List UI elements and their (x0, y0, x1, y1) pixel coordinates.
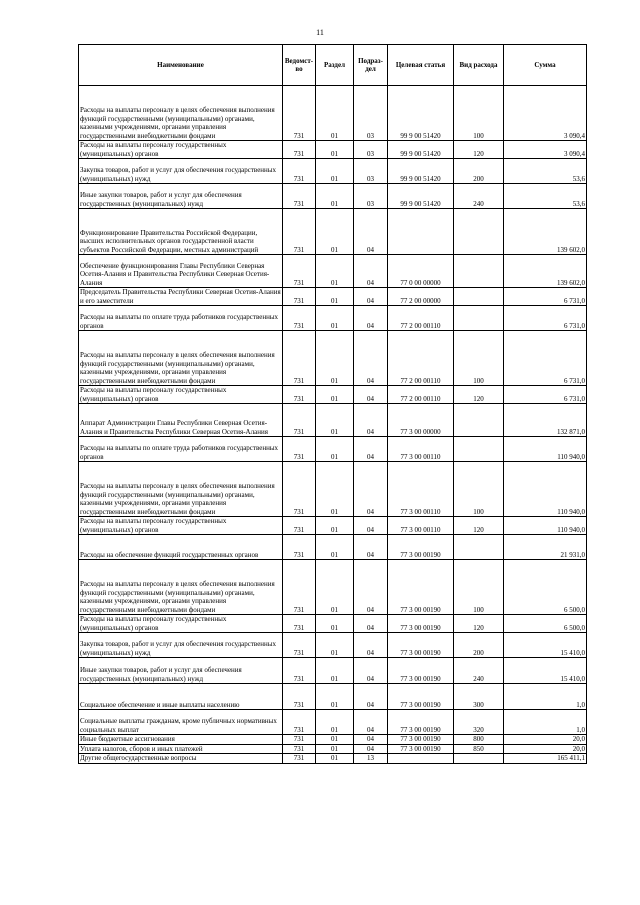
cell-prz: 03 (354, 184, 388, 209)
cell-ved: 731 (283, 184, 316, 209)
cell-rz: 01 (316, 437, 354, 462)
table-row (79, 735, 587, 745)
cell-name: Иные бюджетные ассигнования (79, 735, 283, 745)
cell-prz: 04 (354, 209, 388, 255)
cell-sum: 20,0 (504, 744, 587, 754)
table-row (79, 615, 587, 633)
cell-sum: 132 871,0 (504, 404, 587, 437)
cell-prz: 04 (354, 255, 388, 288)
cell-vr (454, 535, 504, 560)
table-row (79, 462, 587, 517)
cell-prz: 04 (354, 744, 388, 754)
cell-cst: 99 9 00 51420 (388, 159, 454, 184)
header-prz: Подраз-дел (354, 45, 388, 86)
cell-cst: 77 3 00 00110 (388, 462, 454, 517)
cell-sum: 139 602,0 (504, 255, 587, 288)
cell-name: Закупка товаров, работ и услуг для обеспечения государственных (муниципальных) нужд (79, 159, 283, 184)
cell-prz: 03 (354, 141, 388, 159)
cell-vr (454, 288, 504, 306)
cell-name: Расходы на выплаты по оплате труда работников государственных органов (79, 306, 283, 331)
cell-prz: 03 (354, 86, 388, 141)
cell-vr: 100 (454, 86, 504, 141)
header-ved: Ведомст-во (283, 45, 316, 86)
cell-vr: 120 (454, 517, 504, 535)
cell-ved: 731 (283, 159, 316, 184)
cell-sum: 1,0 (504, 710, 587, 735)
cell-vr: 300 (454, 684, 504, 710)
table-row (79, 209, 587, 255)
cell-vr (454, 437, 504, 462)
cell-vr (454, 306, 504, 331)
cell-vr (454, 209, 504, 255)
cell-name: Расходы на выплаты персоналу в целях обеспечения выполнения функций государственными (муниципальными) органами, казенными учреждениями, органами управления государственными внебюджетными фондами (79, 560, 283, 615)
cell-cst: 77 3 00 00190 (388, 658, 454, 684)
cell-ved: 731 (283, 535, 316, 560)
cell-name: Функционирование Правительства Российской Федерации, высших исполнительных органов государственной власти субъектов Российской Федерации, местных администраций (79, 209, 283, 255)
cell-name: Уплата налогов, сборов и иных платежей (79, 744, 283, 754)
cell-prz: 04 (354, 386, 388, 404)
cell-cst (388, 754, 454, 764)
cell-ved: 731 (283, 288, 316, 306)
cell-rz: 01 (316, 306, 354, 331)
cell-cst: 77 3 00 00110 (388, 517, 454, 535)
cell-ved: 731 (283, 86, 316, 141)
cell-rz: 01 (316, 288, 354, 306)
page-number: 11 (316, 28, 324, 37)
cell-ved: 731 (283, 710, 316, 735)
cell-vr (454, 754, 504, 764)
cell-sum: 6 500,0 (504, 560, 587, 615)
cell-cst: 77 3 00 00190 (388, 710, 454, 735)
cell-cst: 77 3 00 00190 (388, 633, 454, 658)
cell-cst: 77 3 00 00190 (388, 744, 454, 754)
cell-prz: 04 (354, 684, 388, 710)
cell-name: Расходы на выплаты персоналу государственных (муниципальных) органов (79, 517, 283, 535)
table-row (79, 710, 587, 735)
cell-sum: 110 940,0 (504, 462, 587, 517)
cell-vr: 240 (454, 658, 504, 684)
cell-name: Расходы на обеспечение функций государственных органов (79, 535, 283, 560)
cell-name: Социальные выплаты гражданам, кроме публичных нормативных социальных выплат (79, 710, 283, 735)
cell-name: Расходы на выплаты персоналу в целях обеспечения выполнения функций государственными (муниципальными) органами, казенными учреждениями, органами управления государственными внебюджетными фондами (79, 331, 283, 386)
cell-rz: 01 (316, 517, 354, 535)
cell-prz: 13 (354, 754, 388, 764)
cell-vr: 800 (454, 735, 504, 745)
cell-cst: 77 3 00 00110 (388, 437, 454, 462)
table-row (79, 404, 587, 437)
cell-cst: 77 2 00 00110 (388, 306, 454, 331)
table-row (79, 560, 587, 615)
cell-name: Иные закупки товаров, работ и услуг для обеспечения государственных (муниципальных) нужд (79, 658, 283, 684)
cell-vr: 200 (454, 159, 504, 184)
cell-sum: 6 500,0 (504, 615, 587, 633)
cell-ved: 731 (283, 404, 316, 437)
cell-prz: 04 (354, 535, 388, 560)
cell-rz: 01 (316, 735, 354, 745)
cell-prz: 04 (354, 331, 388, 386)
cell-sum: 6 731,0 (504, 288, 587, 306)
cell-vr: 850 (454, 744, 504, 754)
cell-rz: 01 (316, 86, 354, 141)
table-row (79, 658, 587, 684)
cell-ved: 731 (283, 141, 316, 159)
cell-prz: 04 (354, 462, 388, 517)
cell-prz: 03 (354, 159, 388, 184)
table-row (79, 141, 587, 159)
cell-rz: 01 (316, 684, 354, 710)
cell-name: Расходы на выплаты по оплате труда работников государственных органов (79, 437, 283, 462)
table-row (79, 386, 587, 404)
cell-rz: 01 (316, 209, 354, 255)
cell-vr: 120 (454, 141, 504, 159)
cell-cst: 99 9 00 51420 (388, 141, 454, 159)
cell-sum: 3 090,4 (504, 141, 587, 159)
table-row (79, 288, 587, 306)
cell-prz: 04 (354, 615, 388, 633)
cell-vr (454, 255, 504, 288)
cell-rz: 01 (316, 658, 354, 684)
cell-ved: 731 (283, 517, 316, 535)
cell-ved: 731 (283, 560, 316, 615)
cell-sum: 20,0 (504, 735, 587, 745)
cell-rz: 01 (316, 404, 354, 437)
cell-sum: 15 410,0 (504, 633, 587, 658)
cell-cst: 77 3 00 00190 (388, 560, 454, 615)
cell-ved: 731 (283, 331, 316, 386)
cell-sum: 6 731,0 (504, 306, 587, 331)
cell-sum: 21 931,0 (504, 535, 587, 560)
table-row (79, 517, 587, 535)
cell-sum: 6 731,0 (504, 331, 587, 386)
cell-rz: 01 (316, 255, 354, 288)
cell-name: Расходы на выплаты персоналу государственных (муниципальных) органов (79, 141, 283, 159)
cell-name: Расходы на выплаты персоналу в целях обеспечения выполнения функций государственными (муниципальными) органами, казенными учреждениями, органами управления государственными внебюджетными фондами (79, 86, 283, 141)
table-row (79, 633, 587, 658)
table-row (79, 744, 587, 754)
cell-cst: 77 3 00 00000 (388, 404, 454, 437)
table-row (79, 86, 587, 141)
header-rz: Раздел (316, 45, 354, 86)
cell-cst: 77 2 00 00110 (388, 386, 454, 404)
cell-vr: 120 (454, 615, 504, 633)
cell-sum: 139 602,0 (504, 209, 587, 255)
cell-ved: 731 (283, 615, 316, 633)
cell-cst: 77 3 00 00190 (388, 615, 454, 633)
cell-rz: 01 (316, 184, 354, 209)
table-row (79, 535, 587, 560)
cell-sum: 53,6 (504, 159, 587, 184)
cell-rz: 01 (316, 331, 354, 386)
cell-rz: 01 (316, 560, 354, 615)
cell-prz: 04 (354, 404, 388, 437)
cell-name: Расходы на выплаты персоналу государственных (муниципальных) органов (79, 615, 283, 633)
cell-ved: 731 (283, 735, 316, 745)
cell-prz: 04 (354, 710, 388, 735)
cell-ved: 731 (283, 255, 316, 288)
cell-sum: 165 411,1 (504, 754, 587, 764)
cell-cst: 99 9 00 51420 (388, 184, 454, 209)
cell-vr: 100 (454, 560, 504, 615)
cell-ved: 731 (283, 744, 316, 754)
cell-rz: 01 (316, 710, 354, 735)
cell-name: Обеспечение функционирования Главы Республики Северная Осетия-Алания и Правительства Республики Северная Осетия-Алания (79, 255, 283, 288)
cell-ved: 731 (283, 684, 316, 710)
cell-sum: 53,6 (504, 184, 587, 209)
cell-prz: 04 (354, 560, 388, 615)
table-row (79, 159, 587, 184)
cell-rz: 01 (316, 386, 354, 404)
cell-rz: 01 (316, 754, 354, 764)
cell-vr: 240 (454, 184, 504, 209)
cell-cst: 77 2 00 00000 (388, 288, 454, 306)
cell-prz: 04 (354, 517, 388, 535)
cell-vr: 200 (454, 633, 504, 658)
cell-sum: 110 940,0 (504, 437, 587, 462)
cell-ved: 731 (283, 633, 316, 658)
cell-rz: 01 (316, 744, 354, 754)
table-row (79, 306, 587, 331)
cell-vr: 120 (454, 386, 504, 404)
cell-prz: 04 (354, 633, 388, 658)
cell-prz: 04 (354, 658, 388, 684)
header-name: Наименование (79, 45, 283, 86)
cell-name: Иные закупки товаров, работ и услуг для обеспечения государственных (муниципальных) нужд (79, 184, 283, 209)
cell-rz: 01 (316, 615, 354, 633)
cell-ved: 731 (283, 754, 316, 764)
table-row (79, 255, 587, 288)
cell-rz: 01 (316, 633, 354, 658)
table-row (79, 684, 587, 710)
cell-sum: 1,0 (504, 684, 587, 710)
table-row (79, 754, 587, 764)
cell-name: Закупка товаров, работ и услуг для обеспечения государственных (муниципальных) нужд (79, 633, 283, 658)
cell-vr (454, 404, 504, 437)
header-sum: Сумма (504, 45, 587, 86)
cell-name: Расходы на выплаты персоналу государственных (муниципальных) органов (79, 386, 283, 404)
cell-cst: 77 0 00 00000 (388, 255, 454, 288)
cell-name: Социальное обеспечение и иные выплаты населению (79, 684, 283, 710)
cell-cst: 77 3 00 00190 (388, 535, 454, 560)
cell-vr: 100 (454, 462, 504, 517)
cell-cst: 77 3 00 00190 (388, 735, 454, 745)
cell-ved: 731 (283, 462, 316, 517)
cell-sum: 15 410,0 (504, 658, 587, 684)
cell-name: Аппарат Администрации Главы Республики Северная Осетия-Алания и Правительства Республики Северная Осетия-Алания (79, 404, 283, 437)
cell-prz: 04 (354, 735, 388, 745)
cell-name: Расходы на выплаты персоналу в целях обеспечения выполнения функций государственными (муниципальными) органами, казенными учреждениями, органами управления государственными внебюджетными фондами (79, 462, 283, 517)
cell-cst: 77 3 00 00190 (388, 684, 454, 710)
cell-vr: 320 (454, 710, 504, 735)
cell-prz: 04 (354, 288, 388, 306)
cell-rz: 01 (316, 462, 354, 517)
table-header-row (79, 45, 587, 86)
table-row (79, 331, 587, 386)
cell-ved: 731 (283, 386, 316, 404)
cell-cst: 99 9 00 51420 (388, 86, 454, 141)
header-vr: Вид расхода (454, 45, 504, 86)
table-row (79, 437, 587, 462)
cell-prz: 04 (354, 437, 388, 462)
cell-ved: 731 (283, 658, 316, 684)
cell-rz: 01 (316, 159, 354, 184)
cell-sum: 6 731,0 (504, 386, 587, 404)
header-cst: Целевая статья (388, 45, 454, 86)
cell-ved: 731 (283, 209, 316, 255)
cell-ved: 731 (283, 306, 316, 331)
table-body (79, 86, 587, 764)
budget-table (78, 44, 587, 764)
cell-name: Другие общегосударственные вопросы (79, 754, 283, 764)
cell-rz: 01 (316, 141, 354, 159)
cell-sum: 3 090,4 (504, 86, 587, 141)
cell-cst: 77 2 00 00110 (388, 331, 454, 386)
cell-cst (388, 209, 454, 255)
cell-name: Председатель Правительства Республики Северная Осетия-Алания и его заместители (80, 288, 281, 305)
cell-sum: 110 940,0 (504, 517, 587, 535)
cell-rz: 01 (316, 535, 354, 560)
table-row (79, 184, 587, 209)
cell-ved: 731 (283, 437, 316, 462)
cell-prz: 04 (354, 306, 388, 331)
cell-vr: 100 (454, 331, 504, 386)
